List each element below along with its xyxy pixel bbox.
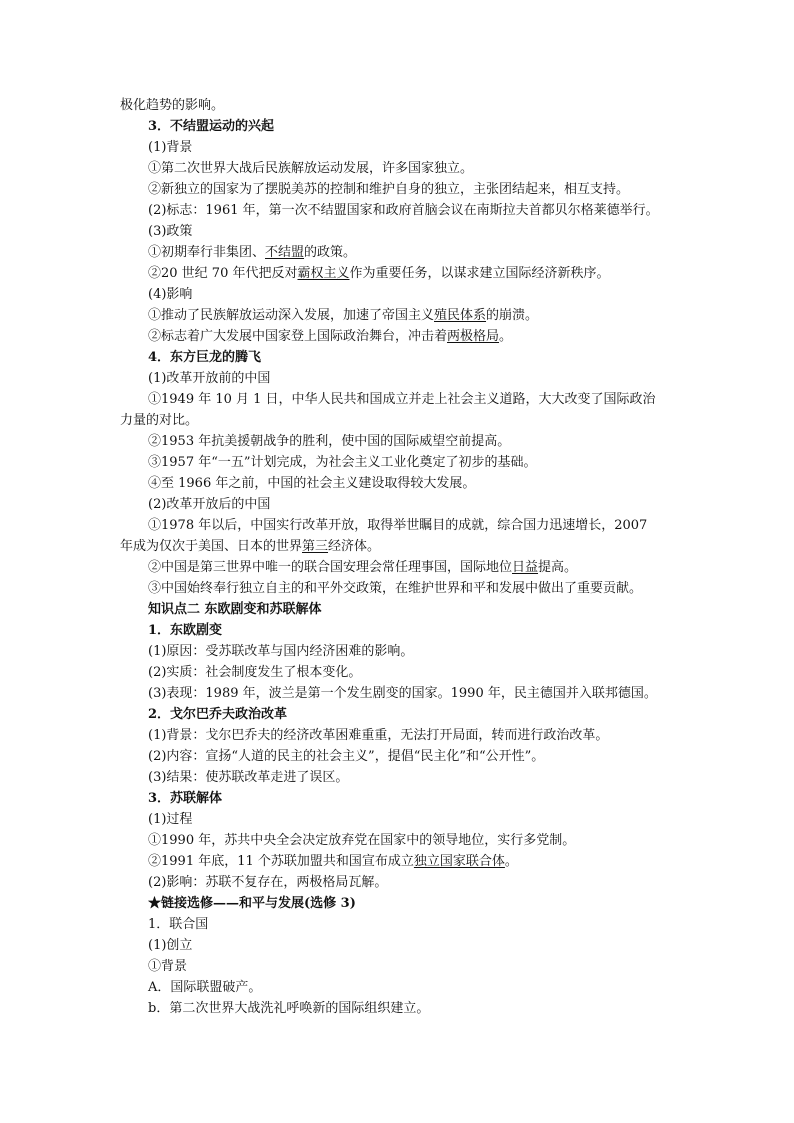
text-line: ④至 1966 年之前，中国的社会主义建设取得较大发展。	[148, 476, 476, 491]
section-heading: 1．东欧剧变	[148, 623, 223, 638]
text-line: b．第二次世界大战洗礼呼唤新的国际组织建立。	[148, 1001, 430, 1016]
text-line	[120, 537, 380, 557]
text-line: 极化趋势的影响。	[120, 98, 225, 113]
subheading: (1)过程	[148, 812, 193, 827]
text-line: ②新独立的国家为了摆脱美苏的控制和维护自身的独立，主张团结起来，相互支持。	[148, 182, 630, 197]
text-line: ①背景	[148, 959, 188, 974]
text-line	[148, 852, 518, 872]
text-line: (3)结果：使苏联改革走进了误区。	[148, 770, 349, 785]
text-segment: 的崩溃。	[486, 308, 539, 323]
text-segment: 。	[499, 329, 513, 344]
text-line: (2)内容：宣扬“人道的民主的社会主义”，提倡“民主化”和“公开性”。	[148, 749, 545, 764]
subheading: (1)背景	[148, 140, 193, 155]
subheading: (2)改革开放后的中国	[148, 497, 271, 512]
section-heading: 3．不结盟运动的兴起	[148, 119, 275, 134]
text-segment: ①初期奉行非集团、	[148, 245, 266, 260]
underlined-keyword: 殖民体系	[434, 308, 487, 323]
knowledge-point-heading: 知识点二 东欧剧变和苏联解体	[148, 602, 322, 617]
text-line: (2)实质：社会制度发生了根本变化。	[148, 665, 362, 680]
subheading: (1)创立	[148, 938, 193, 953]
underlined-keyword: 独立国家联合体	[413, 854, 505, 869]
section-heading: 3．苏联解体	[148, 791, 223, 806]
text-segment: 提高。	[538, 560, 578, 575]
text-line	[148, 558, 577, 578]
text-line: ①1978 年以后，中国实行改革开放，取得举世瞩目的成就，综合国力迅速增长，2007	[148, 518, 648, 533]
text-line: ①1990 年，苏共中央全会决定放弃党在国家中的领导地位，实行多党制。	[148, 833, 576, 848]
text-line: A．国际联盟破产。	[148, 980, 262, 995]
underlined-keyword: 不结盟	[265, 245, 305, 260]
subheading: (4)影响	[148, 287, 193, 302]
underlined-keyword: 第三	[302, 539, 329, 554]
section-heading: 1．联合国	[148, 917, 209, 932]
text-segment: ②标志着广大发展中国家登上国际政治舞台，冲击着	[148, 329, 448, 344]
underlined-keyword: 两极格局	[447, 329, 500, 344]
text-line: (3)表现：1989 年，波兰是第一个发生剧变的国家。1990 年，民主德国并入联邦德国。	[148, 686, 657, 701]
subheading: (3)政策	[148, 224, 193, 239]
text-line: ③1957 年“一五”计划完成，为社会主义工业化奠定了初步的基础。	[148, 455, 537, 470]
underlined-keyword: 霸权主义	[297, 266, 350, 281]
text-line	[148, 264, 610, 284]
text-line: ②1953 年抗美援朝战争的胜利，使中国的国际威望空前提高。	[148, 434, 511, 449]
text-line	[148, 306, 538, 326]
text-segment: 经济体。	[328, 539, 381, 554]
text-segment: 的政策。	[304, 245, 357, 260]
text-line: ①1949 年 10 月 1 日，中华人民共和国成立并走上社会主义道路，大大改变了国际政治	[148, 392, 656, 407]
text-line: (2)影响：苏联不复存在，两极格局瓦解。	[148, 875, 388, 890]
text-line: ③中国始终奉行独立自主的和平外交政策，在维护世界和平和发展中做出了重要贡献。	[148, 581, 643, 596]
text-line	[148, 327, 512, 347]
text-segment: 年成为仅次于美国、日本的世界	[120, 539, 303, 554]
text-line: 力量的对比。	[120, 413, 199, 428]
elective-link-heading: ★链接选修——和平与发展(选修 3)	[148, 896, 356, 911]
text-line: (1)背景：戈尔巴乔夫的经济改革困难重重，无法打开局面，转而进行政治改革。	[148, 728, 609, 743]
text-segment: 作为重要任务，以谋求建立国际经济新秩序。	[349, 266, 610, 281]
text-segment: ②20 世纪 70 年代把反对	[148, 266, 298, 281]
text-line	[148, 243, 356, 263]
text-segment: ①推动了民族解放运动深入发展，加速了帝国主义	[148, 308, 435, 323]
underlined-keyword: 日益	[512, 560, 539, 575]
text-segment: ②中国是第三世界中唯一的联合国安理会常任理事国，国际地位	[148, 560, 513, 575]
text-line: (1)原因：受苏联改革与国内经济困难的影响。	[148, 644, 414, 659]
text-segment: 。	[504, 854, 518, 869]
text-line: ①第二次世界大战后民族解放运动发展，许多国家独立。	[148, 161, 474, 176]
section-heading: 2．戈尔巴乔夫政治改革	[148, 707, 288, 722]
section-heading: 4．东方巨龙的腾飞	[148, 350, 262, 365]
text-segment: ②1991 年底，11 个苏联加盟共和国宣布成立	[148, 854, 414, 869]
subheading: (1)改革开放前的中国	[148, 371, 271, 386]
text-line: (2)标志：1961 年，第一次不结盟国家和政府首脑会议在南斯拉夫首都贝尔格莱德举行。	[148, 203, 659, 218]
